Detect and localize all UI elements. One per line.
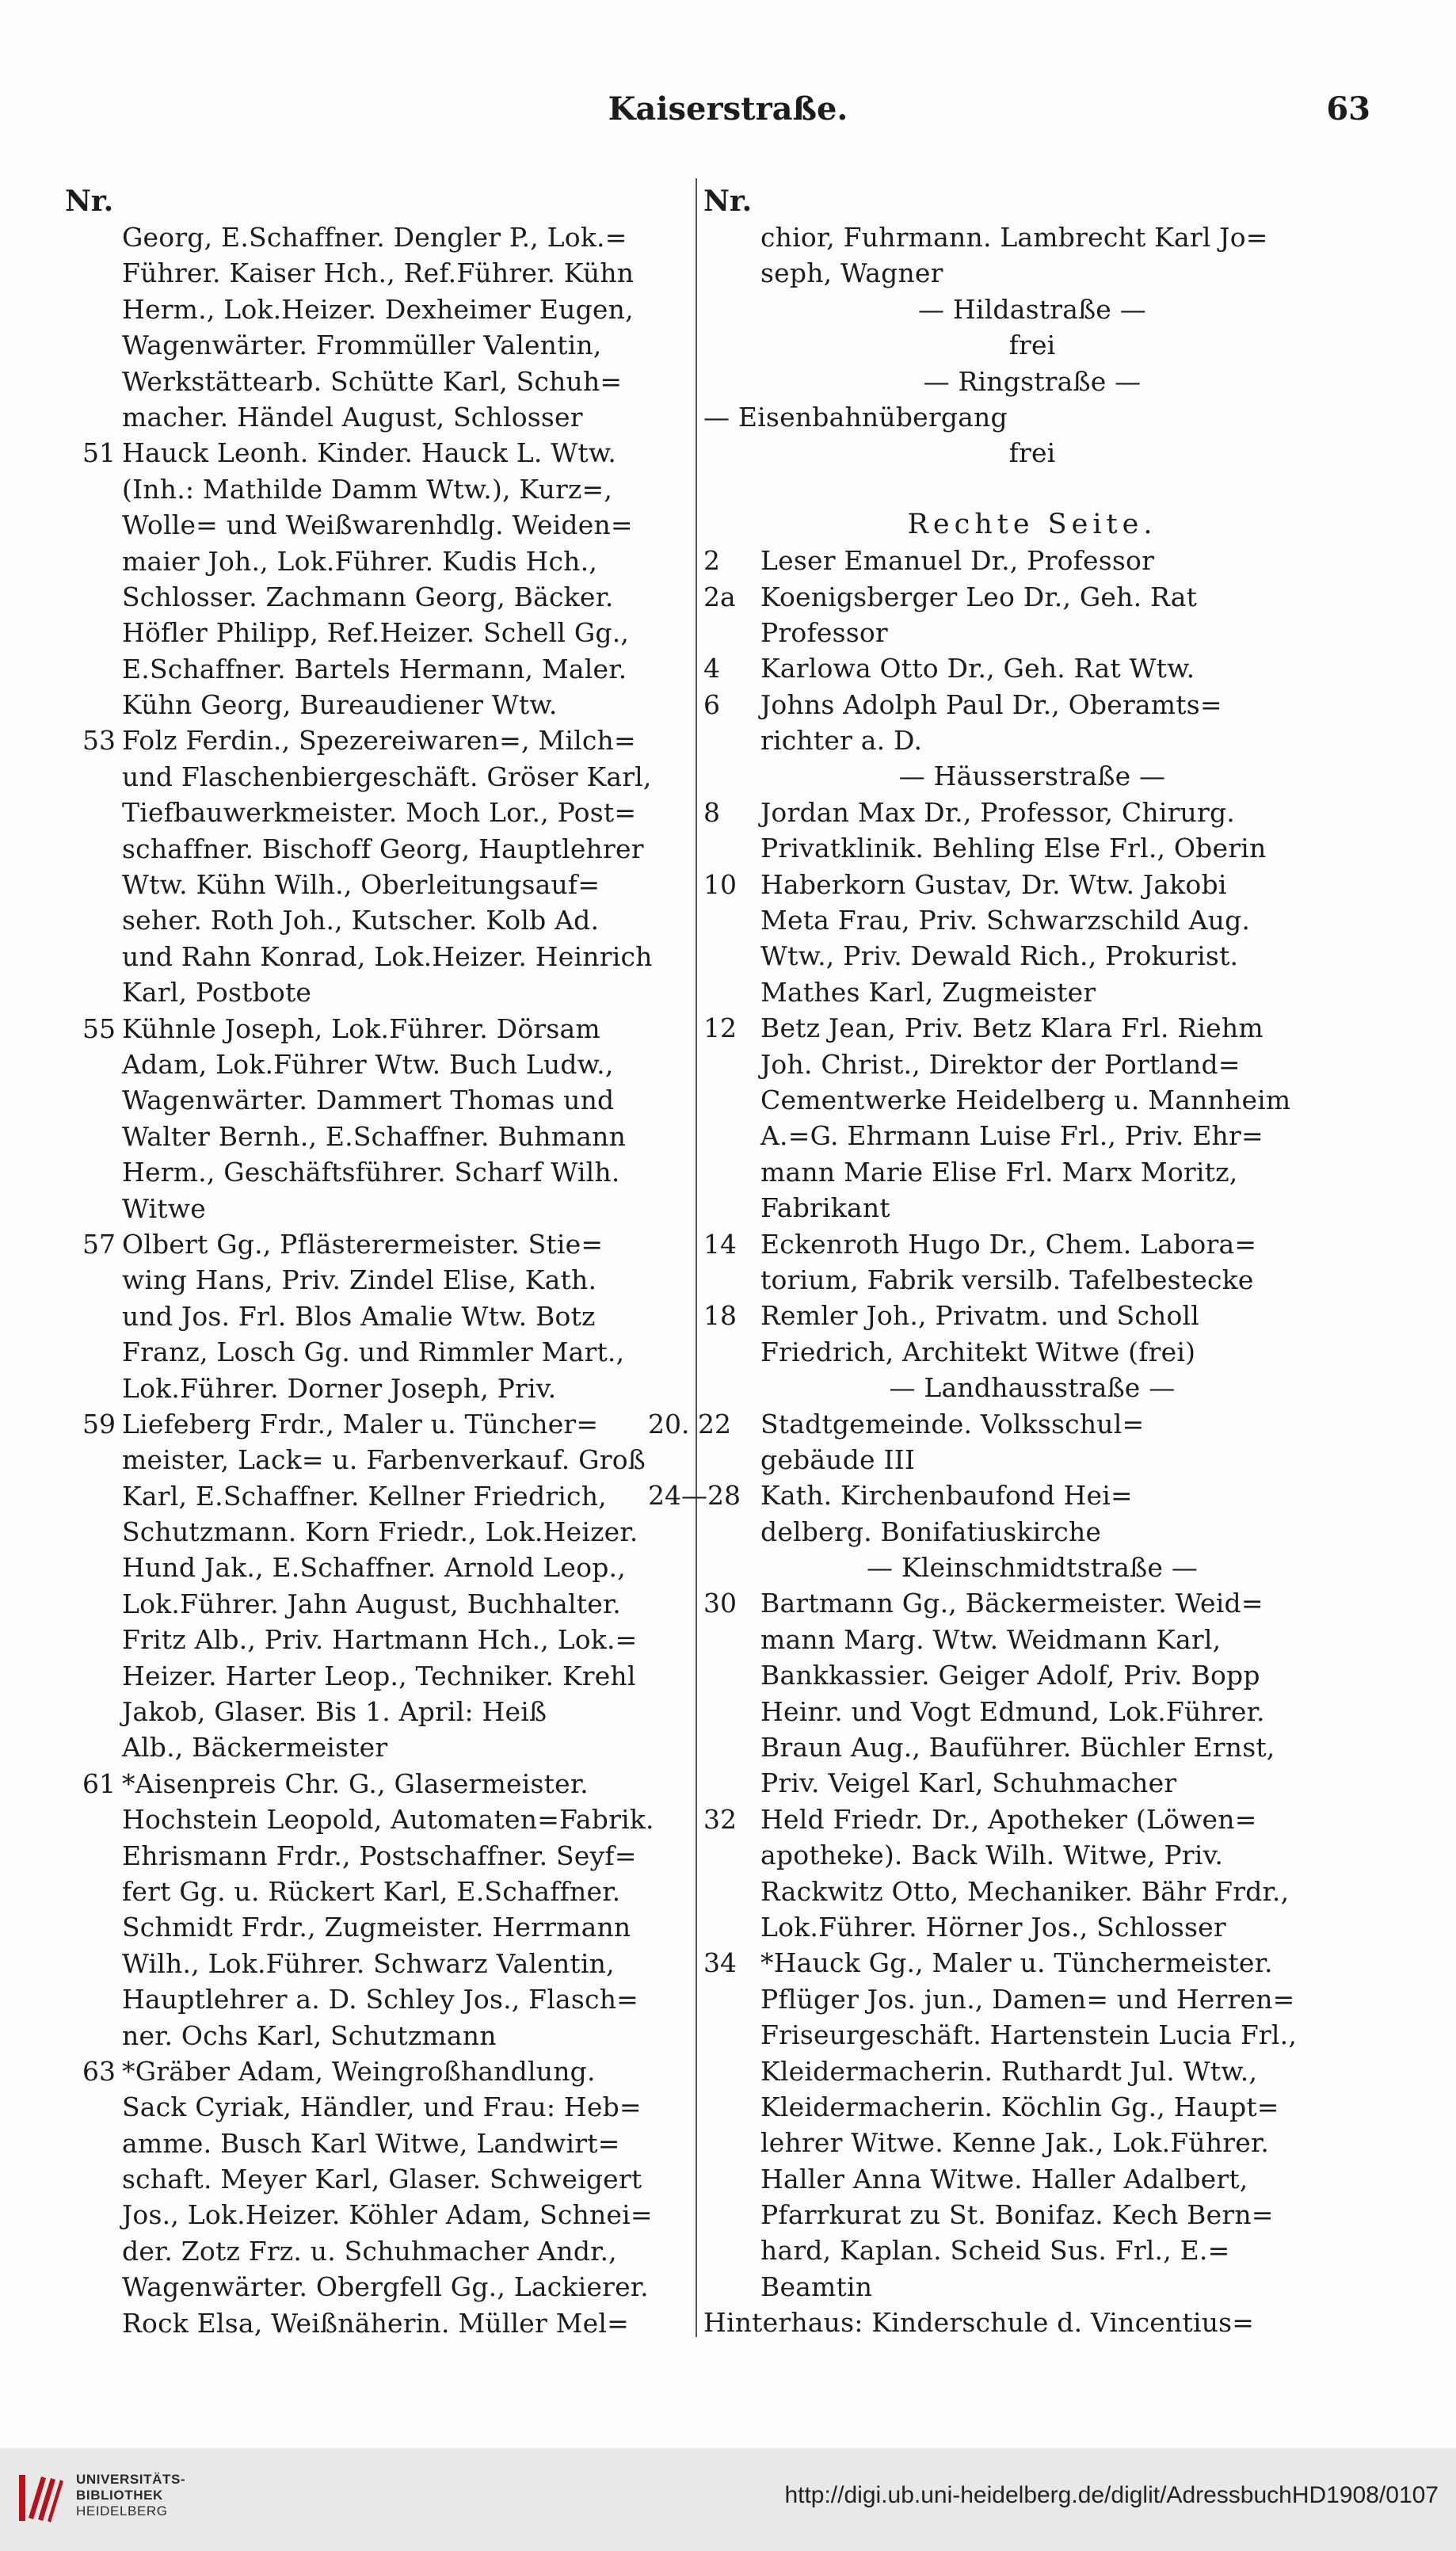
entry-line: Liefeberg Frdr., Maler u. Tüncher= (122, 1408, 599, 1439)
entry-line: Kleidermacherin. Ruthardt Jul. Wtw., (760, 2055, 1258, 2087)
entry-line: und Rahn Konrad, Lok.Heizer. Heinrich (122, 940, 653, 972)
entry-line: Leser Emanuel Dr., Professor (760, 545, 1155, 577)
cross-street-status: frei (1008, 330, 1056, 361)
entry-line: der. Zotz Frz. u. Schuhmacher Andr., (122, 2235, 617, 2267)
entry-line: chior, Fuhrmann. Lambrecht Karl Jo= (760, 222, 1268, 253)
entry-line: Heizer. Harter Leop., Techniker. Krehl (122, 1660, 636, 1691)
entry-line: Rackwitz Otto, Mechaniker. Bähr Frdr., (760, 1875, 1290, 1907)
entry-line: schaft. Meyer Karl, Glaser. Schweigert (122, 2164, 642, 2195)
entry-line: Jos., Lok.Heizer. Köhler Adam, Schnei= (122, 2199, 653, 2231)
house-entry (65, 723, 691, 1010)
entry-line: Cementwerke Heidelberg u. Mannheim (760, 1084, 1291, 1115)
entry-line: Ehrismann Frdr., Postschaffner. Seyf= (122, 1840, 637, 1871)
entry-line: Schlosser. Zachmann Georg, Bäcker. (122, 581, 614, 612)
entry-line: Remler Joh., Privatm. und Scholl (760, 1300, 1200, 1332)
entry-line: mann Marie Elise Frl. Marx Moritz, (760, 1156, 1238, 1188)
entry-line: ner. Ochs Karl, Schutzmann (122, 2019, 497, 2051)
house-number: 32 (703, 1803, 737, 1835)
house-number: 24—28 (648, 1480, 741, 1512)
entry-line: Herm., Lok.Heizer. Dexheimer Eugen, (122, 293, 634, 325)
house-number: 30 (703, 1588, 737, 1619)
entry-line: Schmidt Frdr., Zugmeister. Herrmann (122, 1912, 631, 1943)
logo-text-line: UNIVERSITÄTS- (76, 2472, 186, 2487)
house-entry (648, 1478, 1361, 1550)
entry-line: Johns Adolph Paul Dr., Oberamts= (760, 688, 1222, 720)
entry-line: Rock Elsa, Weißnäherin. Müller Mel= (122, 2307, 630, 2339)
entry-line: Olbert Gg., Pflästerermeister. Stie= (122, 1228, 604, 1260)
house-number: 18 (703, 1300, 737, 1332)
entry-line: Herm., Geschäftsführer. Scharf Wilh. (122, 1157, 620, 1188)
entry-line: mann Marg. Wtw. Weidmann Karl, (760, 1623, 1222, 1655)
left-column-head: Nr. (65, 185, 114, 218)
entry-line: Walter Bernh., E.Schaffner. Buhmann (122, 1120, 627, 1152)
entry-line: E.Schaffner. Bartels Hermann, Maler. (122, 653, 627, 684)
entry-line: Wilh., Lok.Führer. Schwarz Valentin, (122, 1947, 615, 1979)
house-number: 63 (82, 2055, 116, 2087)
source-url-link[interactable]: http://digi.ub.uni-heidelberg.de/diglit/AdressbuchHD1908/0107 (784, 2482, 1439, 2508)
house-number: 55 (82, 1012, 116, 1044)
entry-line: Friseurgeschäft. Hartenstein Lucia Frl., (760, 2019, 1298, 2051)
entry-line: *Aisenpreis Chr. G., Glasermeister. (122, 1767, 589, 1799)
entry-line: Haberkorn Gustav, Dr. Wtw. Jakobi (760, 868, 1227, 900)
entry-line: Wagenwärter. Obergfell Gg., Lackierer. (122, 2271, 649, 2303)
column-divider (696, 178, 697, 2337)
entry-line: Koenigsberger Leo Dr., Geh. Rat (760, 581, 1198, 612)
house-number: 2 (703, 545, 720, 577)
entry-line: Hochstein Leopold, Automaten=Fabrik. (122, 1804, 654, 1836)
entry-line: Wagenwärter. Dammert Thomas und (122, 1085, 615, 1116)
entry-line: Beamtin (760, 2271, 873, 2302)
entry-line: torium, Fabrik versilb. Tafelbestecke (760, 1264, 1254, 1295)
entry-line: Meta Frau, Priv. Schwarzschild Aug. (760, 905, 1251, 936)
entry-line: A.=G. Ehrmann Luise Frl., Priv. Ehr= (760, 1120, 1264, 1152)
entry-line: maier Joh., Lok.Führer. Kudis Hch., (122, 545, 598, 577)
entry-line: Karl, E.Schaffner. Kellner Friedrich, (122, 1480, 607, 1512)
entry-line: Kath. Kirchenbaufond Hei= (760, 1480, 1133, 1512)
house-entry (65, 219, 691, 435)
entry-line: Tiefbauwerkmeister. Moch Lor., Post= (122, 797, 637, 829)
entry-line: Betz Jean, Priv. Betz Klara Frl. Riehm (760, 1012, 1264, 1044)
entry-line: fert Gg. u. Rückert Karl, E.Schaffner. (122, 1875, 621, 1907)
entry-line: wing Hans, Priv. Zindel Elise, Kath. (122, 1264, 597, 1296)
entry-line: Privatklinik. Behling Else Frl., Oberin (760, 833, 1267, 864)
cross-street-eisenbahnuebergang: — Eisenbahnübergang (703, 401, 1008, 433)
house-entry (703, 867, 1361, 1011)
entry-line: Franz, Losch Gg. und Rimmler Mart., (122, 1337, 625, 1368)
entry-line: (Inh.: Mathilde Damm Wtw.), Kurz=, (122, 473, 613, 505)
entry-line: schaffner. Bischoff Georg, Hauptlehrer (122, 833, 644, 864)
house-entry (703, 687, 1361, 759)
entry-line: Kleidermacherin. Köchlin Gg., Haupt= (760, 2091, 1279, 2122)
entry-line: Friedrich, Architekt Witwe (frei) (760, 1336, 1196, 1367)
house-number: 34 (703, 1947, 737, 1979)
entry-line: Karlowa Otto Dr., Geh. Rat Wtw. (760, 653, 1195, 684)
house-entry (648, 1406, 1361, 1478)
entry-line: und Flaschenbiergeschäft. Gröser Karl, (122, 761, 652, 792)
entry-line: Wolle= und Weißwarenhdlg. Weiden= (122, 509, 633, 541)
house-number: 12 (703, 1012, 737, 1044)
entry-line: hard, Kaplan. Scheid Sus. Frl., E.= (760, 2235, 1230, 2267)
entry-line: macher. Händel August, Schlosser (122, 401, 583, 433)
page-number: 63 (1326, 90, 1370, 128)
entry-line: Georg, E.Schaffner. Dengler P., Lok.= (122, 222, 627, 253)
entry-line: Witwe (122, 1192, 206, 1224)
entry-line: Lok.Führer. Jahn August, Buchhalter. (122, 1588, 621, 1619)
house-number: 2a (703, 581, 736, 612)
entry-line: Jordan Max Dr., Professor, Chirurg. (760, 796, 1235, 828)
cross-street: — Häusserstraße — (898, 761, 1166, 792)
right-column (648, 184, 1361, 2355)
entry-line: Karl, Postbote (122, 977, 312, 1009)
house-number: 14 (703, 1228, 737, 1260)
entry-line: Fabrikant (760, 1192, 890, 1224)
entry-line: Folz Ferdin., Spezereiwaren=, Milch= (122, 725, 636, 757)
right-top-entry (703, 219, 1361, 292)
section-title-rechte-seite: Rechte Seite. (907, 508, 1157, 540)
house-entry (703, 543, 1361, 578)
house-number: 4 (703, 653, 720, 684)
entry-line: Kühnle Joseph, Lok.Führer. Dörsam (122, 1012, 600, 1044)
entry-line: Professor (760, 616, 888, 648)
entry-line: Bartmann Gg., Bäckermeister. Weid= (760, 1588, 1264, 1619)
library-logo-icon (17, 2470, 65, 2526)
cross-street-hildastrasse: — Hildastraße — (918, 293, 1146, 325)
entry-line: Bankkassier. Geiger Adolf, Priv. Bopp (760, 1660, 1260, 1691)
entry-line: Fritz Alb., Priv. Hartmann Hch., Lok.= (122, 1624, 638, 1656)
house-number: 6 (703, 688, 720, 720)
house-entry (65, 1766, 691, 2053)
house-number: 61 (82, 1767, 116, 1799)
entry-line: gebäude III (760, 1443, 916, 1475)
entry-line: Pfarrkurat zu St. Bonifaz. Kech Bern= (760, 2199, 1274, 2231)
cross-street: — Landhausstraße — (889, 1372, 1176, 1404)
house-entry (703, 1226, 1361, 1298)
house-entry (65, 1406, 691, 1766)
house-number: 59 (82, 1408, 116, 1439)
cross-street-ringstrasse: — Ringstraße — (923, 365, 1142, 397)
entry-line: Wagenwärter. Frommüller Valentin, (122, 330, 602, 361)
entry-line: Sack Cyriak, Händler, und Frau: Heb= (122, 2092, 642, 2123)
entry-line: seph, Wagner (760, 257, 943, 289)
entry-line: Priv. Veigel Karl, Schuhmacher (760, 1767, 1177, 1799)
cross-street: — Kleinschmidtstraße — (866, 1552, 1199, 1584)
entry-line: Lok.Führer. Dorner Joseph, Priv. (122, 1372, 557, 1404)
entry-line: *Hauck Gg., Maler u. Tünchermeister. (760, 1947, 1273, 1979)
house-entry (65, 1011, 691, 1226)
logo-text-line: BIBLIOTHEK (76, 2488, 163, 2503)
house-entry (703, 1585, 1361, 1801)
house-number: 8 (703, 796, 720, 828)
entry-line: meister, Lack= u. Farbenverkauf. Groß (122, 1444, 646, 1476)
entry-line: Schutzmann. Korn Friedr., Lok.Heizer. (122, 1516, 638, 1548)
entry-line: seher. Roth Joh., Kutscher. Kolb Ad. (122, 905, 600, 936)
entry-line: *Gräber Adam, Weingroßhandlung. (122, 2055, 596, 2087)
right-column-head: Nr. (703, 185, 753, 218)
house-entry (703, 1802, 1361, 1946)
entry-line: Braun Aug., Bauführer. Büchler Ernst, (760, 1732, 1275, 1764)
left-entries-list (65, 219, 691, 2341)
entry-line: Joh. Christ., Direktor der Portland= (760, 1048, 1241, 1080)
left-column (65, 184, 691, 2355)
entry-line: Stadtgemeinde. Volksschul= (760, 1408, 1145, 1439)
entry-line: Wtw., Priv. Dewald Rich., Prokurist. (760, 940, 1239, 972)
bottom-line: Hinterhaus: Kinderschule d. Vincentius= (703, 2307, 1255, 2339)
house-entry (65, 1226, 691, 1406)
entry-line: Wtw. Kühn Wilh., Oberleitungsauf= (122, 869, 600, 901)
logo-text-line: HEIDELBERG (76, 2503, 168, 2519)
house-number: 10 (703, 868, 737, 900)
entry-line: Adam, Lok.Führer Wtw. Buch Ludw., (122, 1048, 614, 1080)
entry-line: Werkstättearb. Schütte Karl, Schuh= (122, 365, 623, 397)
entry-line: amme. Busch Karl Witwe, Landwirt= (122, 2127, 620, 2159)
entry-line: Mathes Karl, Zugmeister (760, 976, 1096, 1008)
house-number: 53 (82, 725, 116, 757)
entry-line: Alb., Bäckermeister (122, 1732, 388, 1764)
right-entries-list (648, 543, 1361, 2305)
entry-line: Höfler Philipp, Ref.Heizer. Schell Gg., (122, 617, 630, 649)
entry-line: Eckenroth Hugo Dr., Chem. Labora= (760, 1228, 1257, 1260)
entry-line: Haller Anna Witwe. Haller Adalbert, (760, 2163, 1248, 2194)
house-number: 57 (82, 1228, 116, 1260)
house-entry (65, 2053, 691, 2341)
entry-line: Hund Jak., E.Schaffner. Arnold Leop., (122, 1552, 626, 1584)
entry-line: richter a. D. (760, 725, 923, 757)
cross-street-status: frei (1008, 437, 1056, 469)
entry-line: Hauptlehrer a. D. Schley Jos., Flasch= (122, 1984, 639, 2015)
house-entry (703, 579, 1361, 651)
entry-line: lehrer Witwe. Kenne Jak., Lok.Führer. (760, 2127, 1270, 2159)
entry-line: und Jos. Frl. Blos Amalie Wtw. Botz (122, 1300, 596, 1332)
entry-line: delberg. Bonifatiuskirche (760, 1516, 1102, 1547)
house-entry (703, 795, 1361, 867)
entry-line: Heinr. und Vogt Edmund, Lok.Führer. (760, 1695, 1265, 1727)
house-number: 51 (82, 437, 116, 469)
entry-line: Lok.Führer. Hörner Jos., Schlosser (760, 1911, 1226, 1943)
entry-line: Hauck Leonh. Kinder. Hauck L. Wtw. (122, 437, 617, 469)
entry-line: Kühn Georg, Bureaudiener Wtw. (122, 689, 558, 721)
page-title: Kaiserstraße. (608, 90, 848, 128)
house-entry (703, 1010, 1361, 1226)
entry-line: Führer. Kaiser Hch., Ref.Führer. Kühn (122, 257, 635, 289)
entry-line: Jakob, Glaser. Bis 1. April: Heiß (122, 1696, 547, 1728)
entry-line: Pflüger Jos. jun., Damen= und Herren= (760, 1983, 1295, 2015)
house-entry (703, 1298, 1361, 1370)
entry-line: apotheke). Back Wilh. Witwe, Priv. (760, 1840, 1224, 1871)
entry-line: Held Friedr. Dr., Apotheker (Löwen= (760, 1803, 1257, 1835)
house-entry (703, 1945, 1361, 2305)
house-entry (703, 650, 1361, 686)
house-entry (65, 435, 691, 723)
house-number: 20. 22 (648, 1408, 731, 1439)
